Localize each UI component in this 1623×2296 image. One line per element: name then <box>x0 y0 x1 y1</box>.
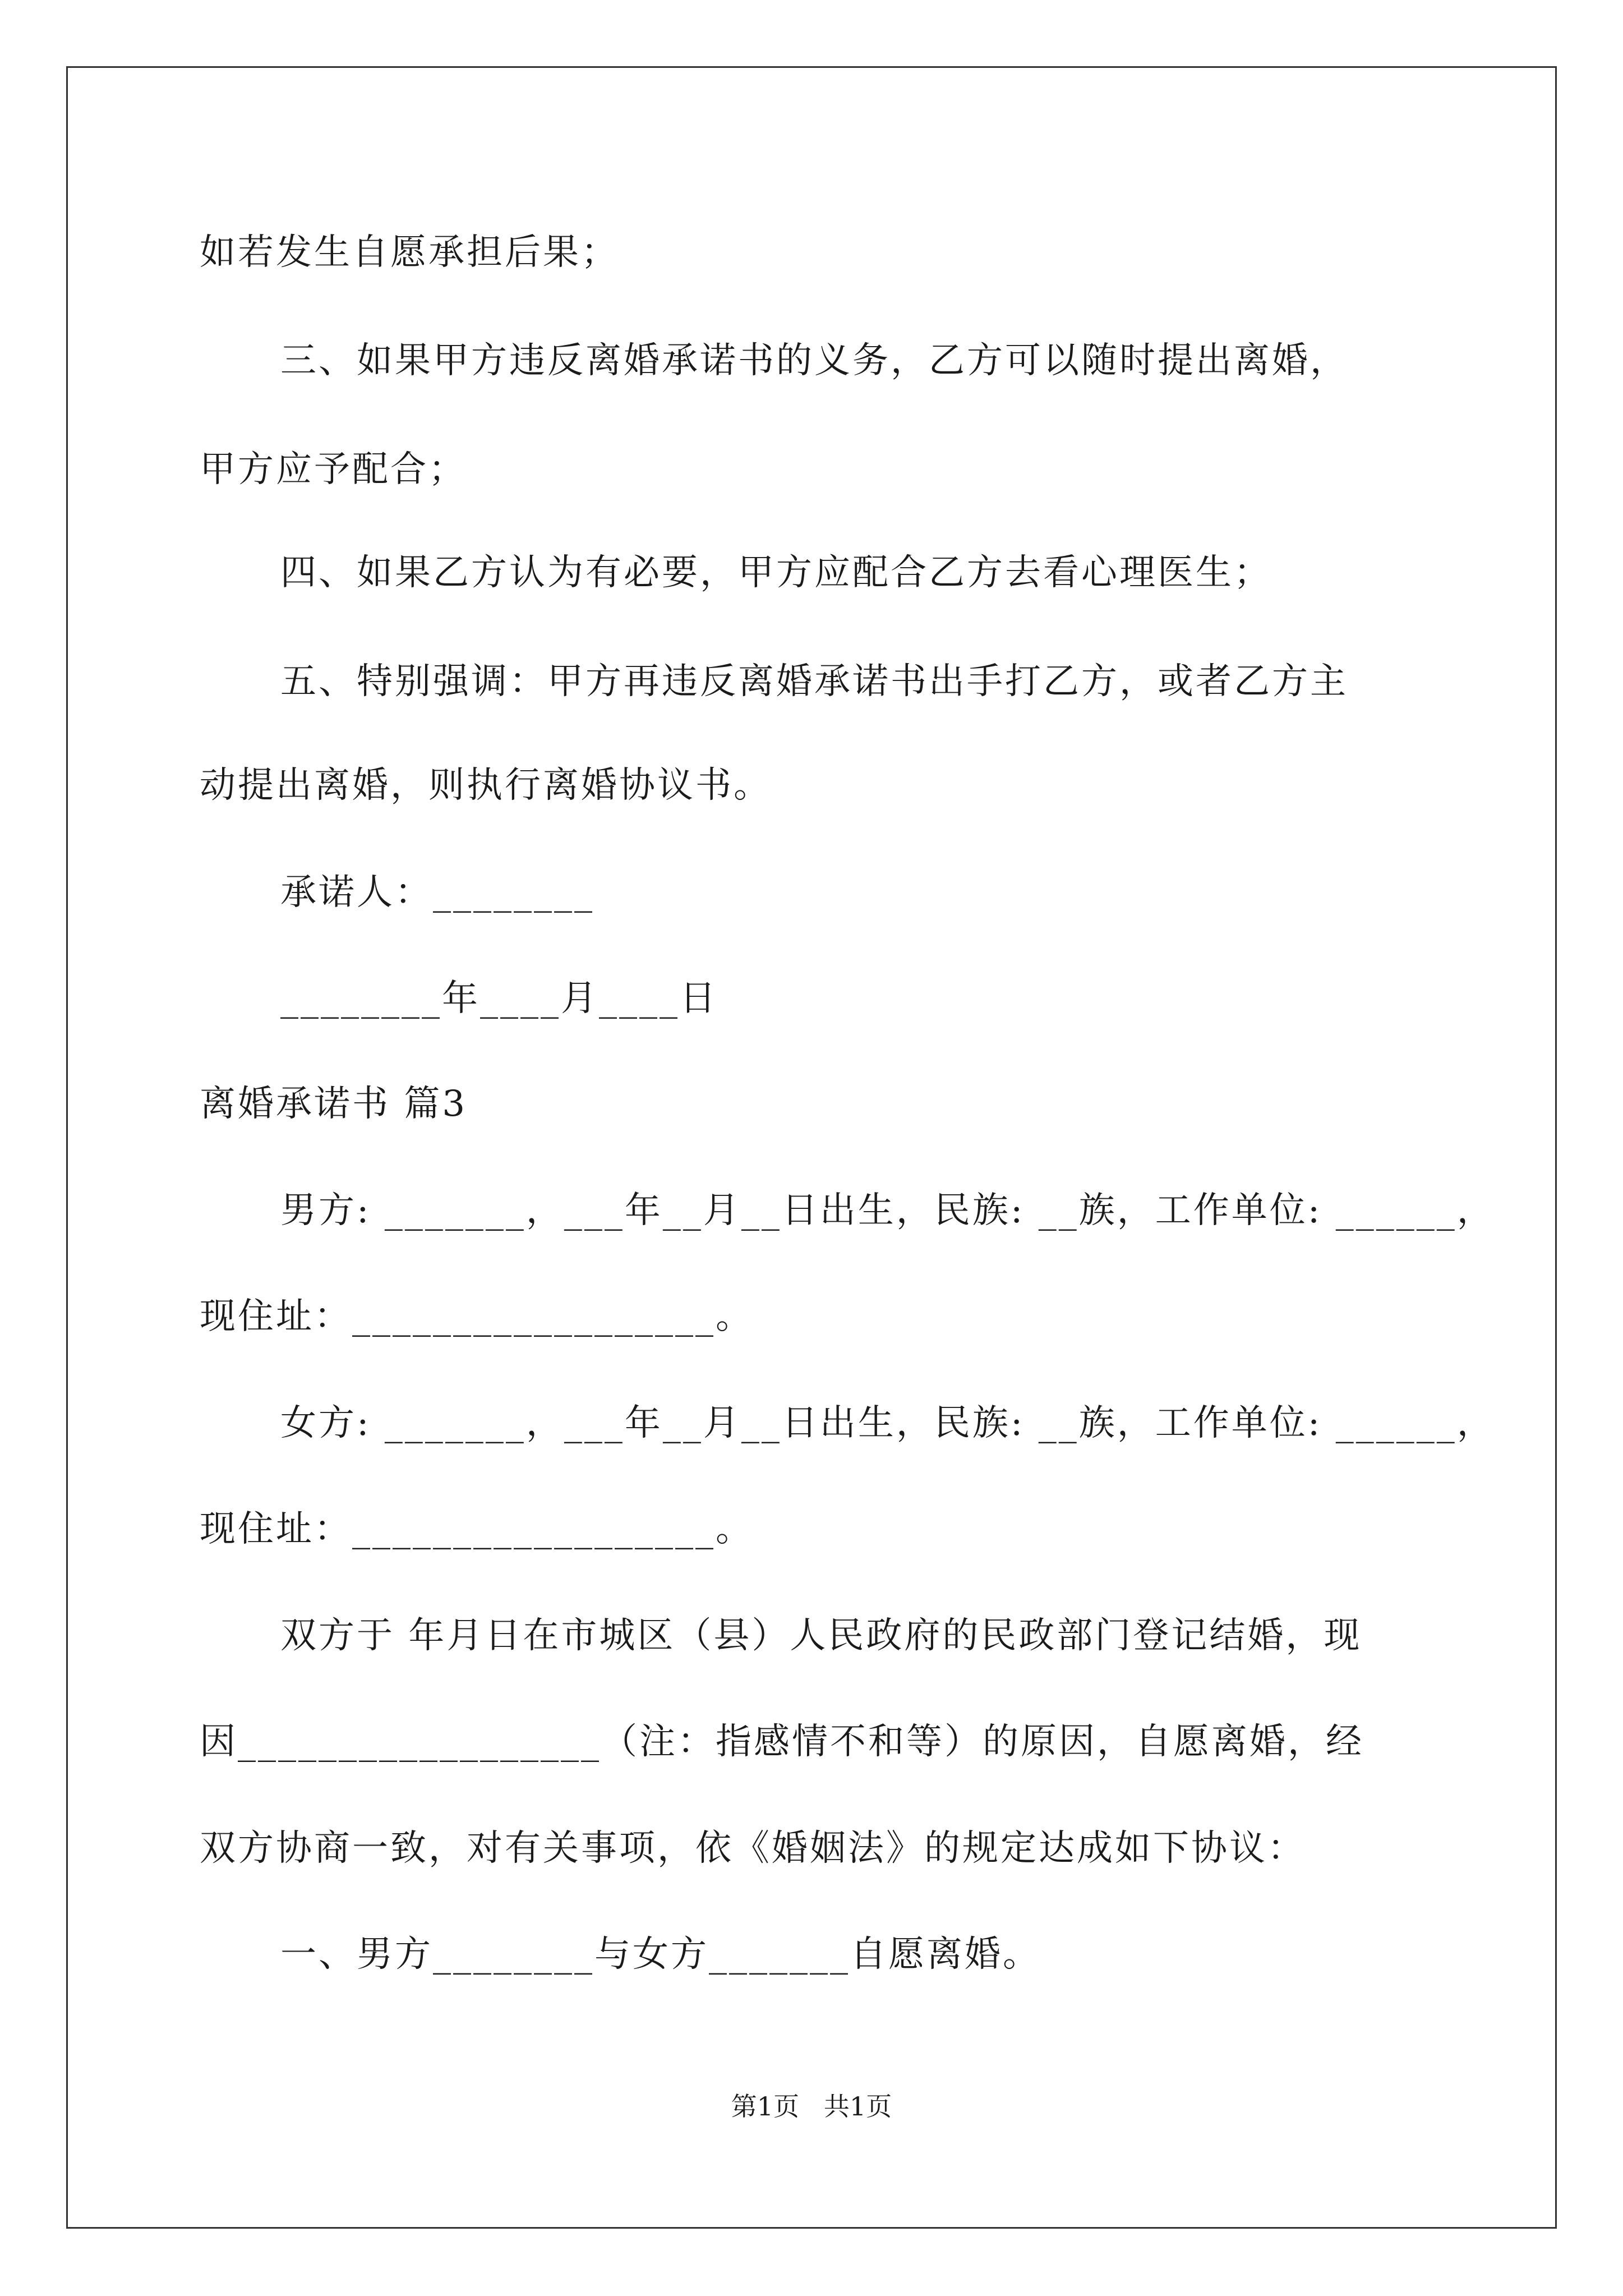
body-line-6: 动提出离婚，则执行离婚协议书。 <box>200 765 772 806</box>
female-address-line: 现住址：__________________。 <box>200 1508 754 1550</box>
body-line-17: 一、男方________与女方_______自愿离婚。 <box>280 1934 1041 1975</box>
page-footer: 第1页 共1页 <box>731 2091 892 2122</box>
body-line-14: 双方于 年月日在市城区（县）人民政府的民政部门登记结婚，现 <box>280 1615 1362 1657</box>
body-line-16: 双方协商一致，对有关事项，依《婚姻法》的规定达成如下协议： <box>200 1828 1306 1869</box>
body-line-5: 五、特别强调：甲方再违反离婚承诺书出手打乙方，或者乙方主 <box>280 661 1348 702</box>
female-party-line: 女方: _______，___年__月__日出生，民族: __族，工作单位: ______， <box>280 1402 1495 1444</box>
date-line: ________年____月____日 <box>280 978 718 1019</box>
body-line-3: 甲方应予配合； <box>200 449 467 490</box>
body-line-1: 如若发生自愿承担后果； <box>200 232 619 273</box>
section-heading: 离婚承诺书 篇3 <box>200 1083 468 1125</box>
body-line-15: 因__________________（注：指感情不和等）的原因，自愿离婚，经 <box>200 1721 1364 1763</box>
body-line-2: 三、如果甲方违反离婚承诺书的义务，乙方可以随时提出离婚， <box>280 340 1348 381</box>
page-border <box>66 66 1557 2229</box>
male-party-line: 男方: _______，___年__月__日出生，民族: __族，工作单位: ______， <box>280 1190 1495 1231</box>
male-address-line: 现住址：__________________。 <box>200 1296 754 1337</box>
body-line-4: 四、如果乙方认为有必要，甲方应配合乙方去看心理医生； <box>280 552 1272 593</box>
signature-line: 承诺人：________ <box>280 872 594 913</box>
